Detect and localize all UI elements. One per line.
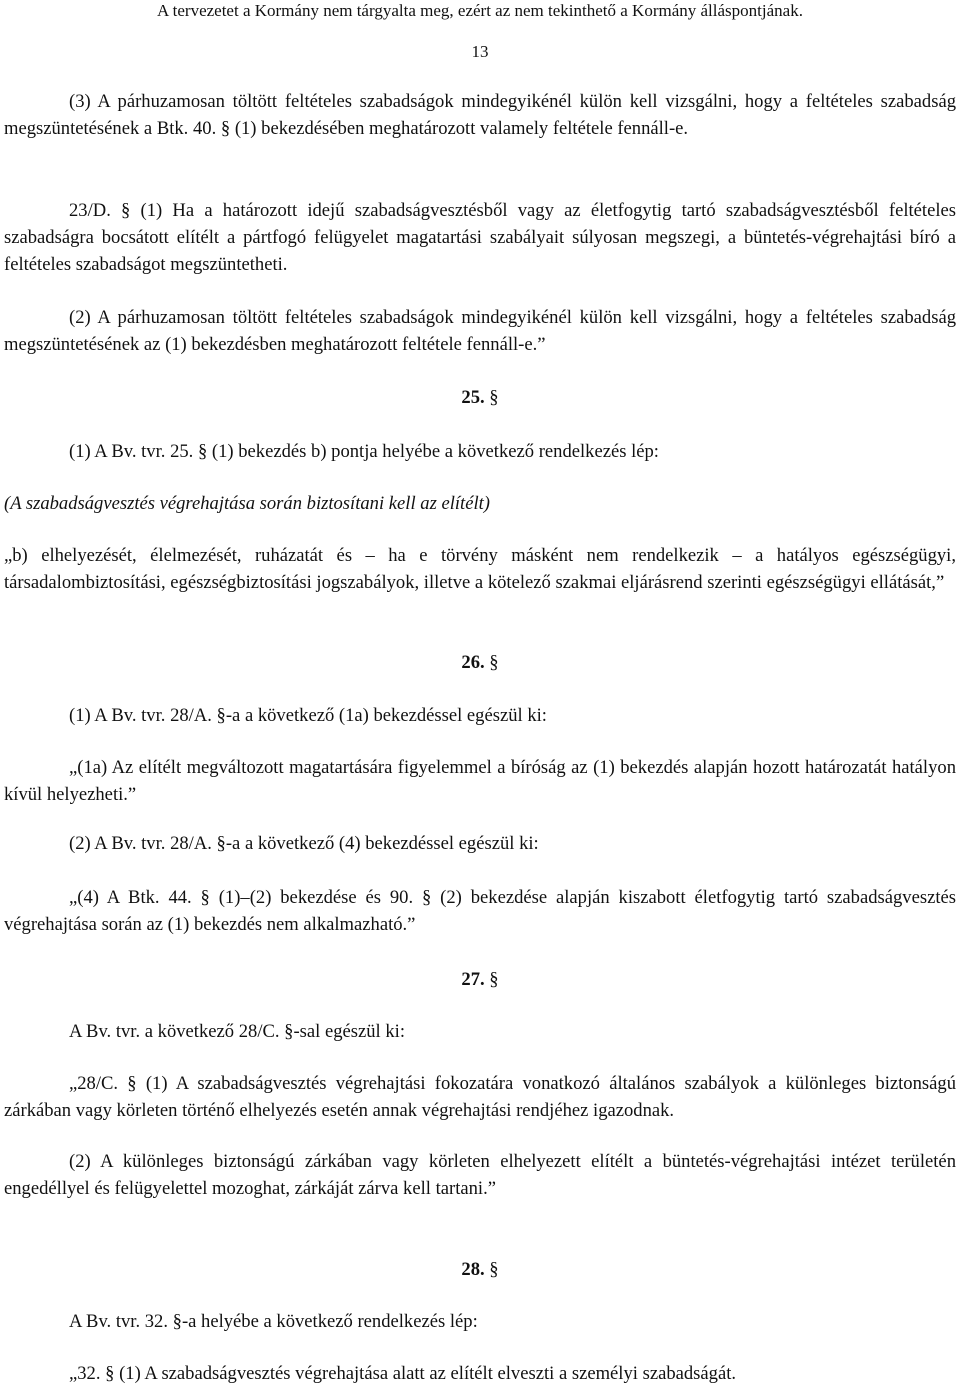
amendment-intro-26-2: (2) A Bv. tvr. 28/A. §-a a következő (4) bekezdéssel egészül ki: [69,833,539,854]
section-heading-27: 27. § [461,969,499,990]
new-paragraph-1a: „(1a) Az elítélt megváltozott magatartására figyelemmel a bíróság az (1) bekezdés alapján hozott határozatát hatályon kívül helyezheti.” [4,757,956,805]
paragraph-23-d-1: 23/D. § (1) Ha a határozott idejű szabadságvesztésből vagy az életfogytig tartó szabadságvesztésből feltételes szabadságra bocsátott elítélt a pártfogó felügyelet magatartási szabályait súlyosan megszegi, a büntetés-végrehajtási bíró a feltételes szabadságot megszüntetheti. [4,200,956,275]
paragraph-23-d-2: (2) A párhuzamosan töltött feltételes szabadságok mindegyikénél külön kell vizsgálni, hogy a feltételes szabadság megszüntetésének az (1) bekezdésben meghatározott feltétele fennáll-e.” [4,307,956,355]
amendment-intro-27: A Bv. tvr. a következő 28/C. §-sal egészül ki: [69,1021,406,1042]
new-section-28c-2: (2) A különleges biztonságú zárkában vagy körleten elhelyezett elítélt a büntetés-végrehajtási intézet területén engedéllyel és felügyelettel mozoghat, zárkáját zárva kell tartani.” [4,1151,956,1199]
section-heading-26: 26. § [461,652,499,673]
amendment-intro-25: (1) A Bv. tvr. 25. § (1) bekezdés b) pontja helyébe a következő rendelkezés lép: [69,441,659,462]
new-section-28c-1: „28/C. § (1) A szabadságvesztés végrehajtási fokozatára vonatkozó általános szabályok a különleges biztonságú zárkában vagy körleten történő elhelyezés esetén annak végrehajtási rendjéhez igazodnak. [4,1073,956,1121]
new-paragraph-4: „(4) A Btk. 44. § (1)–(2) bekezdése és 90. § (2) bekezdése alapján kiszabott életfogytig tartó szabadságvesztés végrehajtása során az (1) bekezdés nem alkalmazható.” [4,887,956,935]
amendment-intro-26-1: (1) A Bv. tvr. 28/A. §-a a következő (1a) bekezdéssel egészül ki: [69,705,547,726]
new-section-32-1: „32. § (1) A szabadságvesztés végrehajtása alatt az elítélt elveszti a személyi szabadságát. [69,1363,737,1384]
section-heading-25: 25. § [461,387,499,408]
page-header: A tervezetet a Kormány nem tárgyalta meg, ezért az nem tekinthető a Kormány álláspontjának. [157,1,803,20]
amended-point-b: „b) elhelyezését, élelmezését, ruházatát és – ha e törvény másként nem rendelkezik – a hatályos egészségügyi, társadalombiztosítási, egészségbiztosítási jogszabályok, illetve a kötelező szakmai eljárásrend szerinti egészségügyi ellátását,” [4,545,956,593]
section-heading-28: 28. § [461,1259,499,1280]
paragraph-3: (3) A párhuzamosan töltött feltételes szabadságok mindegyikénél külön kell vizsgálni, hogy a feltételes szabadság megszüntetésének a Btk. 40. § (1) bekezdésében meghatározott valamely feltétele fennáll-e. [4,91,956,139]
amendment-intro-28: A Bv. tvr. 32. §-a helyébe a következő rendelkezés lép: [69,1311,478,1332]
page-number: 13 [471,42,489,61]
italic-context-line: (A szabadságvesztés végrehajtása során biztosítani kell az elítélt) [4,493,490,514]
